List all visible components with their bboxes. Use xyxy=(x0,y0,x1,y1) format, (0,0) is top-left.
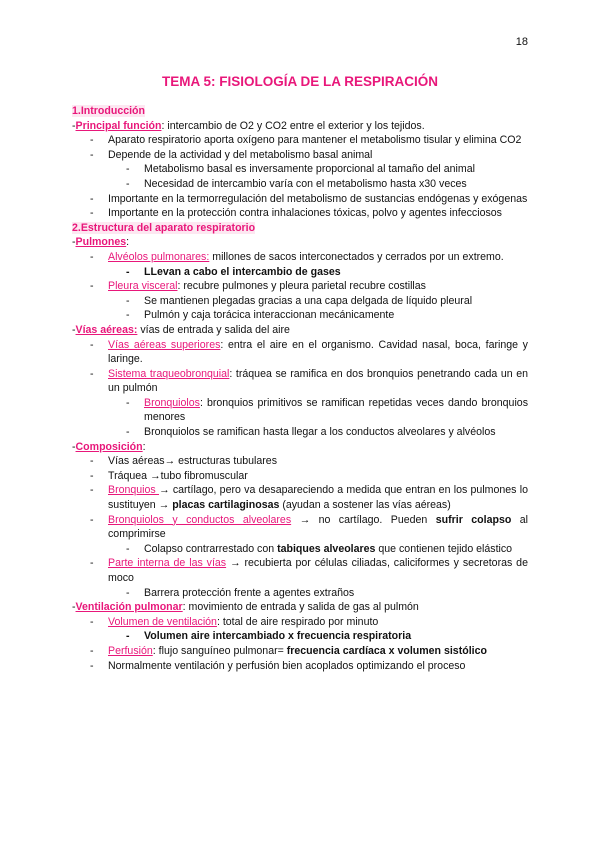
list-item: - Depende de la actividad y del metabolismo basal animal xyxy=(90,148,373,161)
list-item: - Perfusión: flujo sanguíneo pulmonar= frecuencia cardíaca x volumen sistólico xyxy=(90,644,487,657)
list-item: - Pulmón y caja torácica interaccionan mecánicamente xyxy=(126,309,395,322)
list-item: - Colapso contrarrestado con tabiques alveolares que contienen tejido elástico xyxy=(126,542,513,555)
list-item: - Necesidad de intercambio varía con el metabolismo hasta x30 veces xyxy=(126,177,467,190)
composicion-label: Composición xyxy=(75,440,143,453)
list-item: - Pleura visceral: recubre pulmones y pleura parietal recubre costillas xyxy=(90,280,426,293)
principal-funcion-line: -Principal función: intercambio de O2 y CO2 entre el exterior y los tejidos. xyxy=(72,119,425,132)
list-item: - Barrera protección frente a agentes extraños xyxy=(126,586,355,599)
section-heading-introduccion: 1.Introducción xyxy=(72,105,145,117)
list-item: - Parte interna de las vías → recubierta por células ciliadas, caliciformes y secretoras de moco xyxy=(90,557,528,584)
list-item: - Bronquiolos se ramifican hasta llegar a los conductos alveolares y alvéolos xyxy=(126,426,496,439)
list-item: - Importante en la protección contra inhalaciones tóxicas, polvo y agentes infecciosos xyxy=(90,207,502,220)
list-item: - Importante en la termorregulación del metabolismo de sustancias endógenas y exógenas xyxy=(90,192,528,205)
vias-aereas-line: -Vías aéreas: vías de entrada y salida del aire xyxy=(72,323,290,336)
composicion-line: -Composición: xyxy=(72,440,146,453)
page-number: 18 xyxy=(515,36,528,48)
list-item: - Sistema traqueobronquial: tráquea se ramifica en dos bronquios penetrando cada un en un pulmón xyxy=(90,367,528,395)
principal-funcion-label: Principal función xyxy=(75,119,162,132)
list-item: - Aparato respiratorio aporta oxígeno para mantener el metabolismo tisular y elimina CO2 xyxy=(90,134,522,147)
list-item: - Bronquiolos y conductos alveolares → no cartílago. Pueden sufrir colapso al comprimirse xyxy=(90,513,528,541)
ventilacion-line: -Ventilación pulmonar: movimiento de entrada y salida de gas al pulmón xyxy=(72,601,419,614)
list-item: - Vías aéreas→ estructuras tubulares xyxy=(90,455,277,468)
list-item: - Volumen aire intercambiado x frecuencia respiratoria xyxy=(126,630,412,643)
list-item: - Metabolismo basal es inversamente proporcional al tamaño del animal xyxy=(126,163,475,176)
vias-aereas-label: Vías aéreas: xyxy=(75,323,138,336)
list-item: - Se mantienen plegadas gracias a una capa delgada de líquido pleural xyxy=(126,294,473,307)
section-heading-estructura: 2.Estructura del aparato respiratorio xyxy=(72,221,256,234)
list-item: - Vías aéreas superiores: entra el aire en el organismo. Cavidad nasal, boca, faringe y laringe. xyxy=(90,338,528,366)
document-body xyxy=(72,104,528,673)
list-item: - Normalmente ventilación y perfusión bien acoplados optimizando el proceso xyxy=(90,659,466,672)
list-item: - Bronquiolos: bronquios primitivos se ramifican repetidas veces dando bronquios menores xyxy=(126,396,528,424)
list-item: - LLevan a cabo el intercambio de gases xyxy=(126,265,341,278)
pulmones-label: Pulmones xyxy=(75,236,127,249)
list-item: - Alvéolos pulmonares: millones de sacos interconectados y cerrados por un extremo. xyxy=(90,250,504,263)
pulmones-line: -Pulmones: xyxy=(72,236,130,249)
ventilacion-label: Ventilación pulmonar xyxy=(75,601,183,614)
list-item: - Volumen de ventilación: total de aire respirado por minuto xyxy=(90,615,379,628)
document-title: TEMA 5: FISIOLOGÍA DE LA RESPIRACIÓN xyxy=(161,74,438,89)
list-item: - Bronquios → cartílago, pero va desapareciendo a medida que entran en los pulmones lo sustituyen → placas cartilaginosas (ayudan a sostener las vías aéreas) xyxy=(90,484,528,512)
list-item: - Tráquea →tubo fibromuscular xyxy=(90,469,248,482)
